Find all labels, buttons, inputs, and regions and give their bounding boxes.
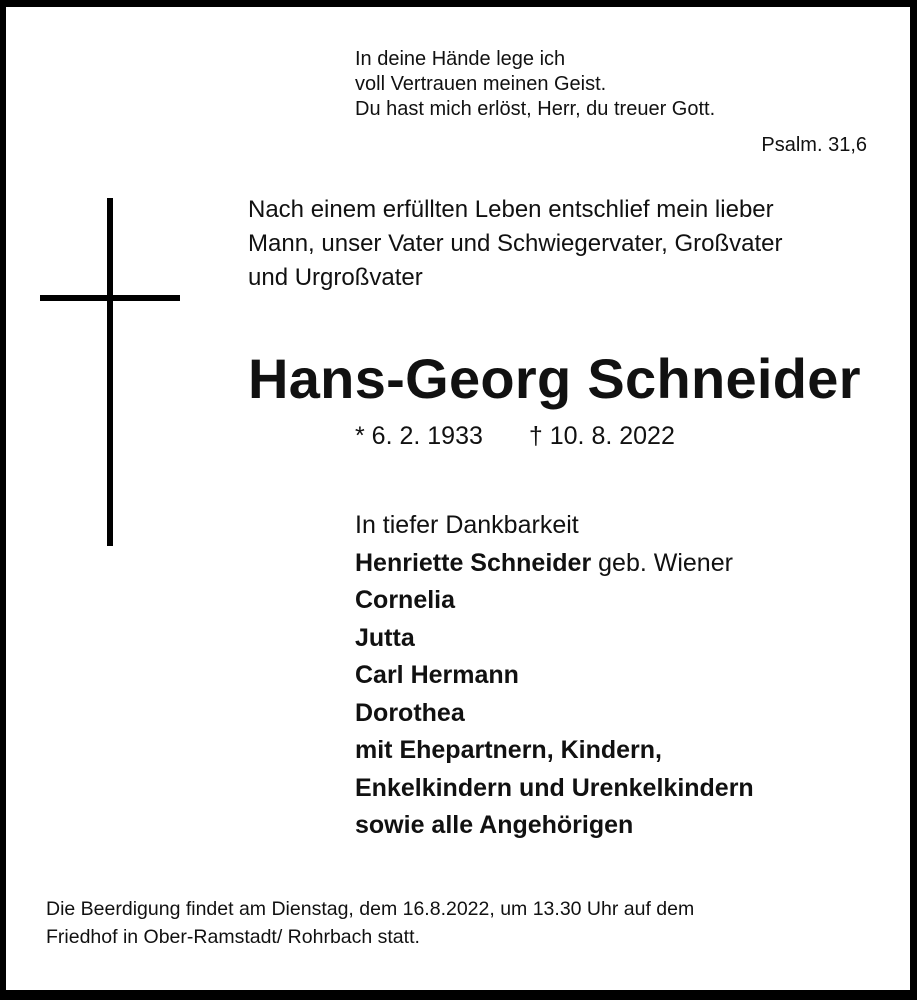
funeral-line: Die Beerdigung findet am Dienstag, dem 16.8.2022, um 13.30 Uhr auf dem [46,898,695,920]
funeral-line: Friedhof in Ober-Ramstadt/ Rohrbach statt. [46,926,420,948]
cross-vertical-bar [107,198,113,546]
birth-date: * 6. 2. 1933 [355,422,483,450]
intro-line: und Urgroßvater [248,264,423,291]
psalm-line: In deine Hände lege ich [355,48,566,70]
mourner-name: Carl Hermann [355,661,519,689]
cross-horizontal-bar [40,295,180,301]
family-line: mit Ehepartnern, Kindern, [355,736,662,764]
family-line: Enkelkindern und Urenkelkindern [355,773,754,802]
death-date: † 10. 8. 2022 [528,422,675,450]
widow-line [355,545,754,583]
intro-line: Mann, unser Vater und Schwiegervater, Großvater [248,230,783,257]
intro-line: Nach einem erfüllten Leben entschlief mein lieber [248,196,774,223]
mourners-intro: In tiefer Dankbarkeit [355,511,579,539]
psalm-line: voll Vertrauen meinen Geist. [355,73,607,95]
family-line: sowie alle Angehörigen [355,811,634,839]
intro-text [248,193,782,295]
obituary-notice [6,7,910,990]
psalm-reference: Psalm. 31,6 [761,134,867,156]
psalm-verse [355,47,715,122]
mourner-name: Dorothea [355,698,465,727]
mourners-list [355,507,754,845]
mourner-name: Jutta [355,623,415,652]
mourner-name: Cornelia [355,586,456,614]
funeral-info [46,895,694,951]
widow-maiden-name: geb. Wiener [591,548,733,577]
widow-name: Henriette Schneider [355,548,592,577]
psalm-line: Du hast mich erlöst, Herr, du treuer Gott. [355,98,716,120]
life-dates [355,419,675,453]
deceased-name: Hans-Georg Schneider [248,347,861,410]
